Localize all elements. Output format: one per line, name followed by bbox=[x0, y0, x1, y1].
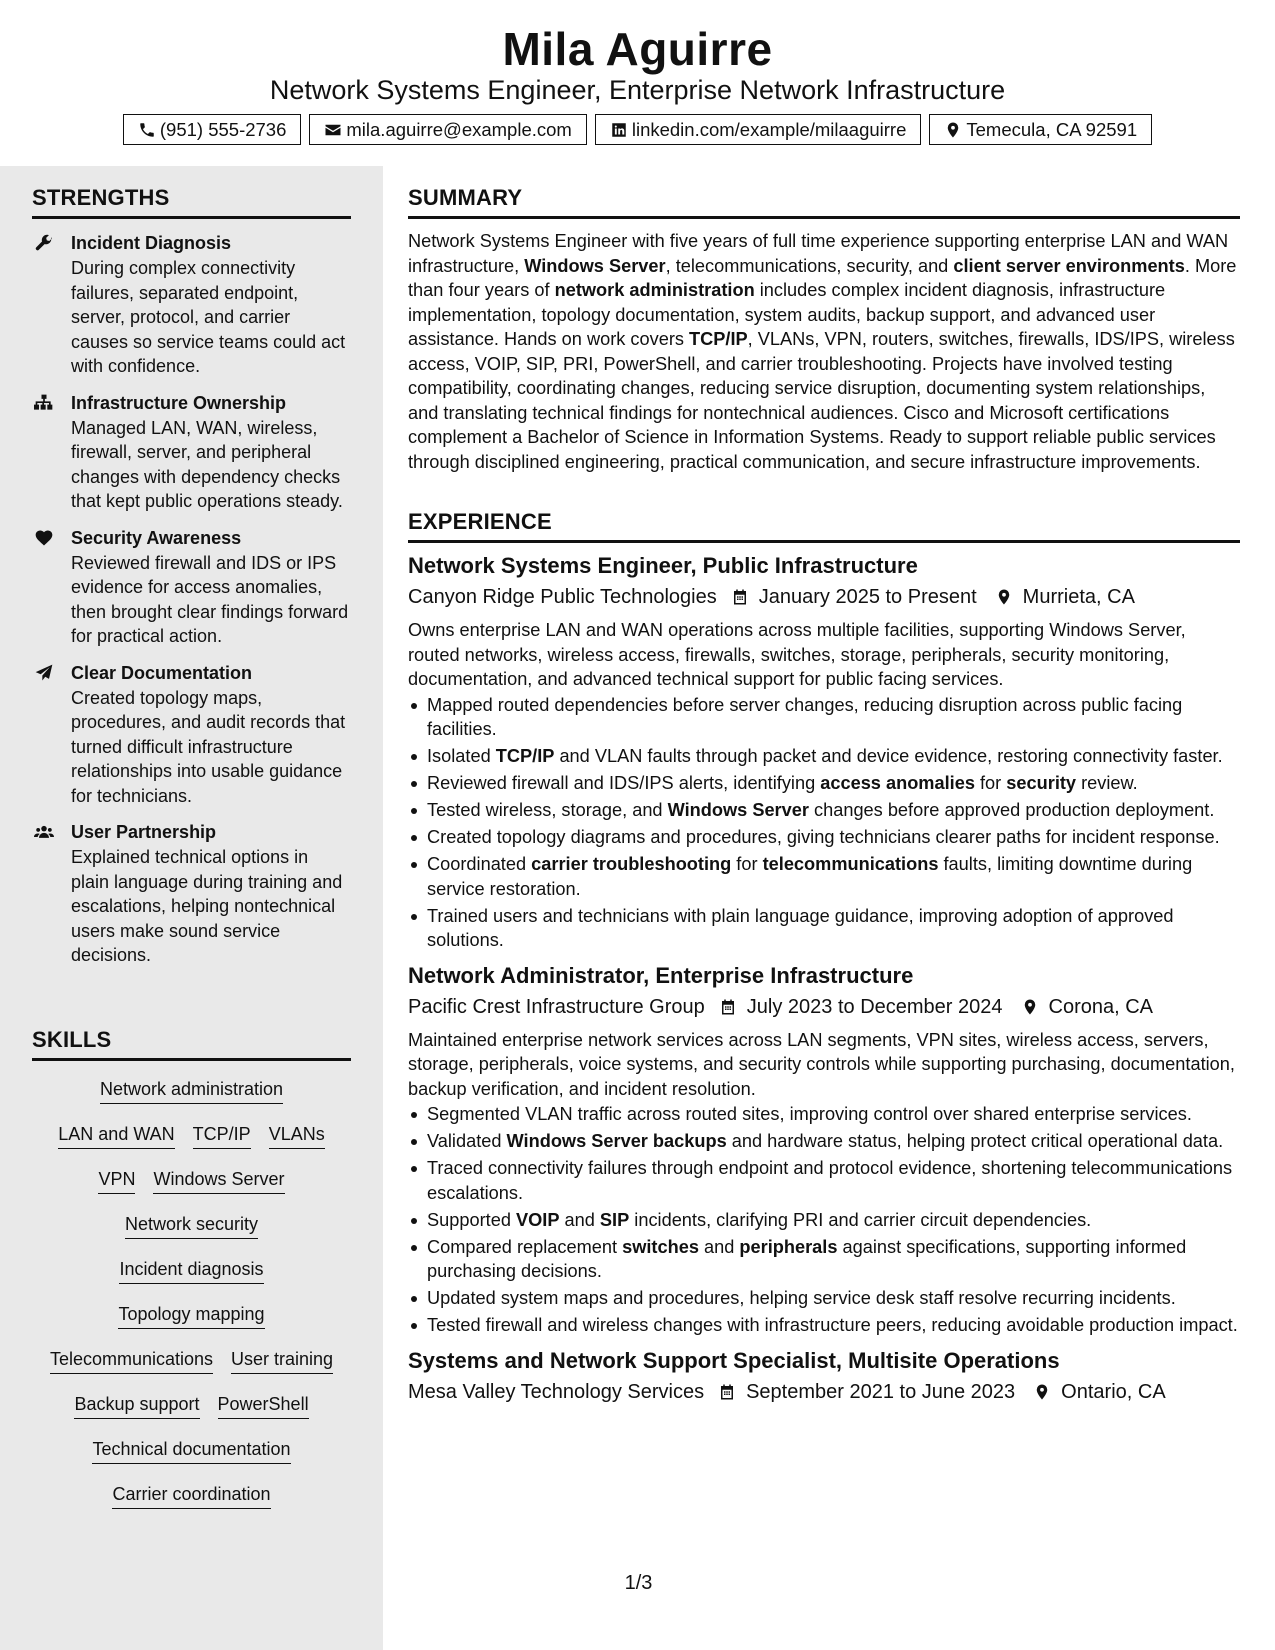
strength-desc: Managed LAN, WAN, wireless, firewall, server, and peripheral changes with dependency checks that kept public operations steady. bbox=[71, 417, 343, 511]
skill-tag: TCP/IP bbox=[193, 1122, 251, 1149]
skill-tag: LAN and WAN bbox=[58, 1122, 174, 1149]
strength-item bbox=[32, 391, 351, 514]
strength-title: Infrastructure Ownership bbox=[71, 392, 287, 413]
job-bullets bbox=[408, 693, 1240, 953]
strength-title: Clear Documentation bbox=[71, 662, 253, 683]
job-title: Network Administrator, Enterprise Infrastructure bbox=[408, 962, 914, 988]
contact-phone-text: (951) 555-2736 bbox=[159, 118, 287, 140]
job-title: Systems and Network Support Specialist, Multisite Operations bbox=[408, 1347, 1060, 1373]
strength-desc: During complex connectivity failures, separated endpoint, server, protocol, and carrier causes so service teams could act with confidence. bbox=[71, 258, 346, 376]
contact-phone bbox=[123, 114, 302, 145]
contact-linkedin-text: linkedin.com/example/milaaguirre bbox=[631, 118, 907, 140]
strength-item bbox=[32, 661, 351, 809]
sitemap-icon bbox=[34, 393, 54, 413]
skill-tag: VPN bbox=[98, 1167, 135, 1194]
contact-email-text: mila.aguirre@example.com bbox=[346, 118, 572, 140]
job-location: Ontario, CA bbox=[1061, 1380, 1166, 1403]
job-entry bbox=[408, 1346, 1240, 1407]
calendar-icon bbox=[719, 997, 737, 1017]
contact-location-text: Temecula, CA 92591 bbox=[966, 118, 1138, 140]
job-company: Mesa Valley Technology Services bbox=[408, 1380, 705, 1403]
skill-tag: Backup support bbox=[74, 1392, 199, 1419]
job-company: Pacific Crest Infrastructure Group bbox=[408, 995, 705, 1018]
strength-item bbox=[32, 820, 351, 968]
map-pin-icon bbox=[1021, 997, 1039, 1017]
skill-tag: Carrier coordination bbox=[112, 1482, 270, 1509]
job-description: Owns enterprise LAN and WAN operations across multiple facilities, supporting Windows Server, routed networks, wireless access, firewalls, switches, storage, peripherals, security monitoring, documentation, and advanced technical support for public facing services. bbox=[408, 620, 1186, 689]
summary-text: Network Systems Engineer with five years of full time experience supporting enterprise LAN and WAN infrastructure, Windows Server, telecommunications, security, and client server environments. More than four years of network administration includes complex incident diagnosis, infrastructure implementation, topology documentation, system audits, backup support, and advanced user assistance. Hands on work covers TCP/IP, VLANs, VPN, routers, switches, firewalls, IDS/IPS, wireless access, VOIP, SIP, PRI, PowerShell, and carrier troubleshooting. Projects have involved testing compatibility, coordinating changes, reducing service disruption, documenting system relationships, and translating technical findings for nontechnical audiences. Cisco and Microsoft certifications complement a Bachelor of Science in Information Systems. Ready to support reliable public services through disciplined engineering, practical communication, and secure infrastructure improvements. bbox=[408, 231, 1237, 472]
job-dates: September 2021 to June 2023 bbox=[746, 1380, 1016, 1403]
job-entry bbox=[408, 551, 1240, 953]
job-entry bbox=[408, 961, 1240, 1338]
skill-tag: Technical documentation bbox=[92, 1437, 290, 1464]
resume-header bbox=[0, 0, 1275, 166]
strength-title: User Partnership bbox=[71, 822, 217, 842]
users-icon bbox=[34, 822, 54, 842]
job-bullet: Traced connectivity failures through endpoint and protocol evidence, shortening telecommunications escalations. bbox=[408, 1156, 1240, 1205]
calendar-icon bbox=[718, 1382, 736, 1402]
job-bullet: Supported VOIP and SIP incidents, clarifying PRI and carrier circuit dependencies. bbox=[408, 1208, 1240, 1233]
job-location: Corona, CA bbox=[1048, 995, 1153, 1018]
job-bullet: Coordinated carrier troubleshooting for telecommunications faults, limiting downtime during service restoration. bbox=[408, 852, 1240, 901]
strength-desc: Created topology maps, procedures, and audit records that turned difficult infrastructure relationships into usable guidance for technicians. bbox=[71, 687, 346, 806]
job-list bbox=[408, 551, 1240, 1407]
job-bullets bbox=[408, 1102, 1240, 1338]
calendar-icon bbox=[731, 587, 749, 607]
skill-tag: Telecommunications bbox=[50, 1347, 213, 1374]
contact-email[interactable] bbox=[309, 114, 586, 145]
strengths-heading: STRENGTHS bbox=[32, 184, 351, 219]
heart-icon bbox=[34, 528, 54, 548]
job-bullet: Tested firewall and wireless changes with infrastructure peers, reducing avoidable production impact. bbox=[408, 1313, 1240, 1338]
job-dates: July 2023 to December 2024 bbox=[746, 995, 1003, 1018]
job-title: Network Systems Engineer, Public Infrastructure bbox=[408, 553, 918, 578]
skill-tag: Network administration bbox=[100, 1077, 283, 1104]
job-dates: January 2025 to Present bbox=[758, 586, 977, 608]
envelope-icon bbox=[324, 121, 342, 139]
experience-heading: EXPERIENCE bbox=[408, 508, 1240, 543]
job-bullet: Mapped routed dependencies before server changes, reducing disruption across public facing facilities. bbox=[408, 693, 1240, 742]
job-location: Murrieta, CA bbox=[1022, 586, 1135, 608]
wrench-icon bbox=[34, 233, 54, 253]
strength-desc: Explained technical options in plain language during training and escalations, helping nontechnical users make sound service decisions. bbox=[71, 847, 343, 965]
job-description: Maintained enterprise network services across LAN segments, VPN sites, wireless access, servers, storage, peripherals, voice systems, and security controls while supporting purchasing, documentation, backup verification, and incident resolution. bbox=[408, 1029, 1235, 1099]
job-bullet: Reviewed firewall and IDS/IPS alerts, identifying access anomalies for security review. bbox=[408, 771, 1240, 796]
paper-plane-icon bbox=[34, 663, 54, 683]
sidebar bbox=[0, 166, 383, 1650]
phone-icon bbox=[138, 121, 156, 139]
candidate-name: Mila Aguirre bbox=[502, 23, 773, 75]
skills-heading: SKILLS bbox=[32, 1026, 351, 1061]
summary-section bbox=[408, 184, 1240, 474]
linkedin-icon bbox=[610, 121, 628, 139]
map-pin-icon bbox=[995, 587, 1013, 607]
job-bullet: Updated system maps and procedures, helping service desk staff resolve recurring incidents. bbox=[408, 1286, 1240, 1311]
strength-item bbox=[32, 526, 351, 649]
skill-tag: Network security bbox=[125, 1212, 258, 1239]
strengths-section bbox=[32, 184, 351, 980]
job-bullet: Created topology diagrams and procedures, giving technicians clearer paths for incident response. bbox=[408, 825, 1240, 850]
page-number bbox=[0, 1572, 1275, 1595]
skill-tag: PowerShell bbox=[218, 1392, 309, 1419]
job-meta bbox=[408, 992, 1240, 1022]
skill-tag: Topology mapping bbox=[118, 1302, 264, 1329]
contact-linkedin[interactable] bbox=[595, 114, 922, 145]
skill-tag: User training bbox=[231, 1347, 333, 1374]
map-pin-icon bbox=[944, 121, 962, 139]
job-bullet: Tested wireless, storage, and Windows Server changes before approved production deployment. bbox=[408, 798, 1240, 823]
job-bullet: Validated Windows Server backups and hardware status, helping protect critical operational data. bbox=[408, 1129, 1240, 1154]
contact-bar bbox=[0, 114, 1275, 145]
skill-tag: Windows Server bbox=[153, 1167, 284, 1194]
job-bullet: Compared replacement switches and peripherals against specifications, supporting informed purchasing decisions. bbox=[408, 1235, 1240, 1284]
strength-title: Security Awareness bbox=[71, 527, 242, 548]
candidate-title: Network Systems Engineer, Enterprise Network Infrastructure bbox=[269, 75, 1006, 105]
skill-tag: Incident diagnosis bbox=[119, 1257, 263, 1284]
page-number-text: 1/3 bbox=[624, 1572, 653, 1594]
map-pin-icon bbox=[1033, 1382, 1051, 1402]
job-bullet: Trained users and technicians with plain language guidance, improving adoption of approved solutions. bbox=[408, 904, 1240, 953]
job-bullet: Isolated TCP/IP and VLAN faults through packet and device evidence, restoring connectivity faster. bbox=[408, 744, 1240, 769]
job-meta bbox=[408, 582, 1240, 612]
experience-section bbox=[408, 508, 1240, 1407]
contact-location bbox=[929, 114, 1152, 145]
strength-desc: Reviewed firewall and IDS or IPS evidence for access anomalies, then brought clear findings forward for practical action. bbox=[71, 552, 349, 646]
job-company: Canyon Ridge Public Technologies bbox=[408, 586, 717, 608]
job-meta bbox=[408, 1377, 1240, 1407]
job-bullet: Segmented VLAN traffic across routed sites, improving control over shared enterprise services. bbox=[408, 1102, 1240, 1127]
skills-section bbox=[32, 1026, 351, 1523]
summary-heading: SUMMARY bbox=[408, 184, 1240, 219]
strength-item bbox=[32, 231, 351, 379]
strength-title: Incident Diagnosis bbox=[71, 233, 232, 253]
skill-tag: VLANs bbox=[269, 1122, 325, 1149]
